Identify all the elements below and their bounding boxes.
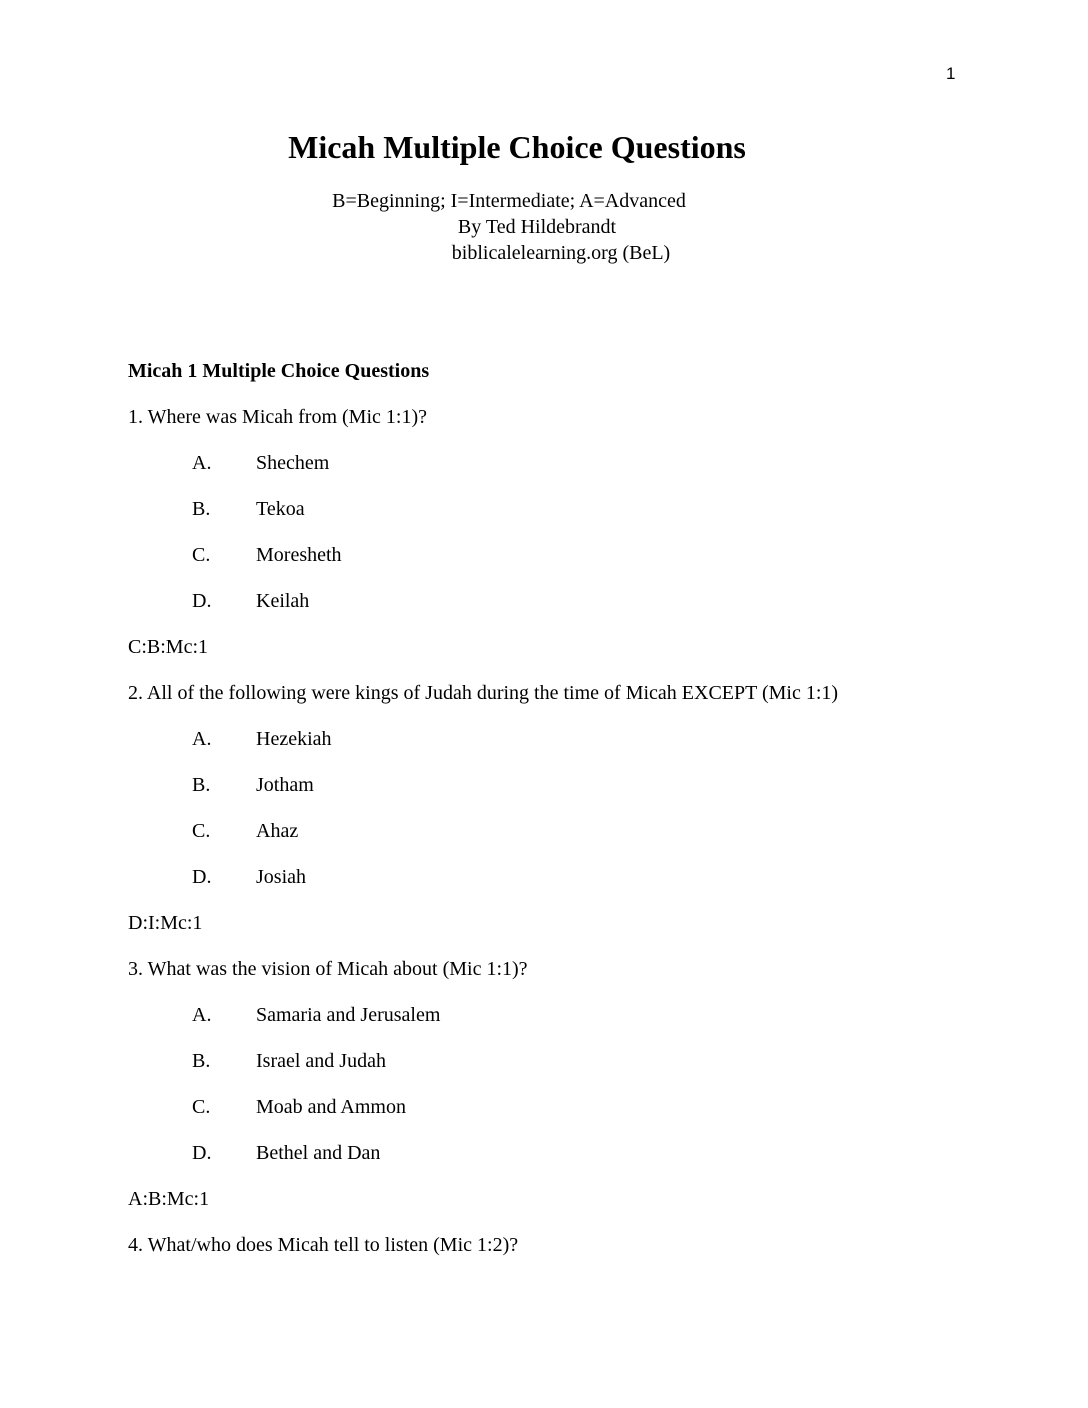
option-text: Ahaz (256, 820, 299, 842)
option-text: Keilah (256, 590, 310, 612)
answer-option (128, 1000, 968, 1046)
option-text: Shechem (256, 452, 330, 474)
section-heading: Micah 1 Multiple Choice Questions (128, 360, 430, 382)
option-text: Bethel and Dan (256, 1142, 381, 1164)
answer-option (128, 770, 968, 816)
answer-option (128, 816, 968, 862)
answer-option (128, 862, 968, 908)
option-text: Moab and Ammon (256, 1096, 406, 1118)
answer-option (128, 1046, 968, 1092)
answer-option (128, 494, 968, 540)
option-text: Israel and Judah (256, 1050, 386, 1072)
question-text: 4. What/who does Micah tell to listen (Mic 1:2)? (128, 1234, 519, 1256)
option-letter: B. (192, 498, 211, 520)
answer-option (128, 448, 968, 494)
answer-option (128, 724, 968, 770)
option-letter: A. (192, 728, 212, 750)
page-title: Micah Multiple Choice Questions (288, 129, 746, 165)
answer-option (128, 586, 968, 632)
answer-key: A:B:Mc:1 (128, 1188, 210, 1210)
answer-key: D:I:Mc:1 (128, 912, 203, 934)
answer-option (128, 1138, 968, 1184)
option-text: Tekoa (256, 498, 305, 520)
question-section (128, 356, 968, 1276)
option-text: Moresheth (256, 544, 342, 566)
option-letter: A. (192, 1004, 212, 1026)
option-text: Josiah (256, 866, 306, 888)
option-letter: D. (192, 866, 212, 888)
option-letter: B. (192, 1050, 211, 1072)
author-line: By Ted Hildebrandt (457, 216, 617, 238)
question-text: 3. What was the vision of Micah about (Mic 1:1)? (128, 958, 528, 980)
option-letter: C. (192, 544, 211, 566)
page-number: 1 (946, 64, 956, 83)
question-text: 2. All of the following were kings of Judah during the time of Micah EXCEPT (Mic 1:1) (128, 682, 839, 704)
option-letter: C. (192, 820, 211, 842)
answer-option (128, 540, 968, 586)
option-letter: D. (192, 590, 212, 612)
option-text: Jotham (256, 774, 314, 796)
website-line: biblicalelearning.org (BeL) (451, 242, 671, 264)
option-letter: C. (192, 1096, 211, 1118)
answer-key: C:B:Mc:1 (128, 636, 209, 658)
difficulty-legend: B=Beginning; I=Intermediate; A=Advanced (332, 190, 686, 212)
answer-option (128, 1092, 968, 1138)
option-text: Hezekiah (256, 728, 332, 750)
question-text: 1. Where was Micah from (Mic 1:1)? (128, 406, 427, 428)
option-text: Samaria and Jerusalem (256, 1004, 441, 1026)
option-letter: D. (192, 1142, 212, 1164)
option-letter: B. (192, 774, 211, 796)
option-letter: A. (192, 452, 212, 474)
